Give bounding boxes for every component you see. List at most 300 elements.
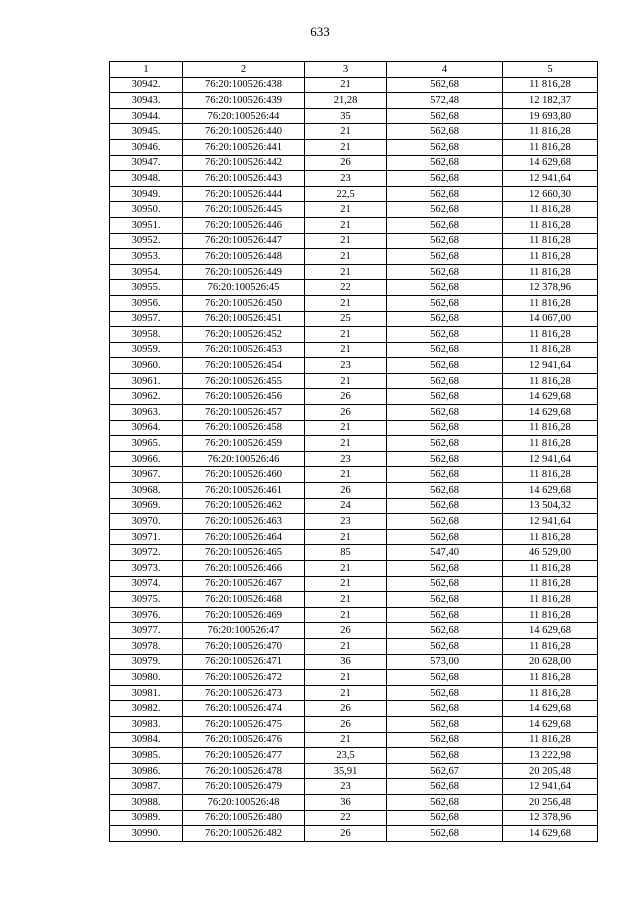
rate-cell: 562,68 [387, 373, 503, 389]
cadastral-number-cell: 76:20:100526:448 [183, 249, 305, 265]
table-row [110, 654, 598, 670]
rate-cell: 562,68 [387, 514, 503, 530]
rate-cell: 562,68 [387, 638, 503, 654]
rate-cell: 562,68 [387, 607, 503, 623]
row-number-cell: 30954. [110, 264, 183, 280]
table-row [110, 108, 598, 124]
rate-cell: 562,68 [387, 77, 503, 93]
area-cell: 21 [305, 327, 387, 343]
rate-cell: 562,68 [387, 124, 503, 140]
cadastral-number-cell: 76:20:100526:443 [183, 171, 305, 187]
row-number-cell: 30944. [110, 108, 183, 124]
table-body [110, 77, 598, 841]
area-cell: 26 [305, 155, 387, 171]
table-row [110, 670, 598, 686]
table-row [110, 545, 598, 561]
table-row [110, 576, 598, 592]
table-row [110, 638, 598, 654]
value-cell: 11 816,28 [503, 436, 598, 452]
value-cell: 12 941,64 [503, 514, 598, 530]
row-number-cell: 30967. [110, 467, 183, 483]
value-cell: 12 941,64 [503, 358, 598, 374]
table-row [110, 342, 598, 358]
row-number-cell: 30942. [110, 77, 183, 93]
table-row [110, 217, 598, 233]
value-cell: 14 629,68 [503, 405, 598, 421]
area-cell: 26 [305, 701, 387, 717]
value-cell: 11 816,28 [503, 420, 598, 436]
cadastral-number-cell: 76:20:100526:440 [183, 124, 305, 140]
row-number-cell: 30949. [110, 186, 183, 202]
value-cell: 14 629,68 [503, 826, 598, 842]
table-row [110, 295, 598, 311]
area-cell: 35,91 [305, 763, 387, 779]
cadastral-number-cell: 76:20:100526:453 [183, 342, 305, 358]
area-cell: 21 [305, 670, 387, 686]
cadastral-number-cell: 76:20:100526:449 [183, 264, 305, 280]
cadastral-number-cell: 76:20:100526:446 [183, 217, 305, 233]
row-number-cell: 30963. [110, 405, 183, 421]
table-row [110, 794, 598, 810]
table-row [110, 514, 598, 530]
value-cell: 11 816,28 [503, 77, 598, 93]
data-table [109, 61, 598, 842]
value-cell: 12 378,96 [503, 280, 598, 296]
value-cell: 11 816,28 [503, 592, 598, 608]
row-number-cell: 30989. [110, 810, 183, 826]
row-number-cell: 30966. [110, 451, 183, 467]
value-cell: 11 816,28 [503, 576, 598, 592]
header-row [110, 62, 598, 78]
cadastral-number-cell: 76:20:100526:451 [183, 311, 305, 327]
value-cell: 12 941,64 [503, 779, 598, 795]
row-number-cell: 30950. [110, 202, 183, 218]
area-cell: 21 [305, 576, 387, 592]
rate-cell: 562,68 [387, 217, 503, 233]
table-row [110, 139, 598, 155]
area-cell: 21 [305, 217, 387, 233]
value-cell: 11 816,28 [503, 373, 598, 389]
table-row [110, 607, 598, 623]
rate-cell: 562,68 [387, 529, 503, 545]
cadastral-number-cell: 76:20:100526:47 [183, 623, 305, 639]
row-number-cell: 30973. [110, 561, 183, 577]
rate-cell: 562,68 [387, 139, 503, 155]
row-number-cell: 30955. [110, 280, 183, 296]
cadastral-number-cell: 76:20:100526:444 [183, 186, 305, 202]
value-cell: 20 256,48 [503, 794, 598, 810]
area-cell: 23 [305, 451, 387, 467]
cadastral-number-cell: 76:20:100526:472 [183, 670, 305, 686]
area-cell: 23 [305, 514, 387, 530]
table-row [110, 623, 598, 639]
cadastral-number-cell: 76:20:100526:464 [183, 529, 305, 545]
area-cell: 21 [305, 264, 387, 280]
cadastral-number-cell: 76:20:100526:48 [183, 794, 305, 810]
cadastral-number-cell: 76:20:100526:469 [183, 607, 305, 623]
cadastral-number-cell: 76:20:100526:450 [183, 295, 305, 311]
row-number-cell: 30952. [110, 233, 183, 249]
value-cell: 11 816,28 [503, 233, 598, 249]
area-cell: 26 [305, 483, 387, 499]
cadastral-number-cell: 76:20:100526:44 [183, 108, 305, 124]
area-cell: 21 [305, 202, 387, 218]
value-cell: 11 816,28 [503, 327, 598, 343]
row-number-cell: 30971. [110, 529, 183, 545]
area-cell: 36 [305, 794, 387, 810]
rate-cell: 562,68 [387, 794, 503, 810]
area-cell: 21 [305, 295, 387, 311]
value-cell: 11 816,28 [503, 529, 598, 545]
cadastral-number-cell: 76:20:100526:439 [183, 93, 305, 109]
value-cell: 12 941,64 [503, 171, 598, 187]
value-cell: 11 816,28 [503, 467, 598, 483]
area-cell: 21 [305, 638, 387, 654]
rate-cell: 562,68 [387, 779, 503, 795]
cadastral-number-cell: 76:20:100526:454 [183, 358, 305, 374]
row-number-cell: 30965. [110, 436, 183, 452]
area-cell: 22 [305, 810, 387, 826]
value-cell: 20 628,00 [503, 654, 598, 670]
rate-cell: 562,68 [387, 327, 503, 343]
rate-cell: 562,68 [387, 264, 503, 280]
rate-cell: 562,67 [387, 763, 503, 779]
cadastral-number-cell: 76:20:100526:466 [183, 561, 305, 577]
rate-cell: 562,68 [387, 483, 503, 499]
row-number-cell: 30969. [110, 498, 183, 514]
area-cell: 21 [305, 592, 387, 608]
table-row [110, 171, 598, 187]
area-cell: 21 [305, 561, 387, 577]
area-cell: 21 [305, 436, 387, 452]
value-cell: 46 529,00 [503, 545, 598, 561]
value-cell: 14 067,00 [503, 311, 598, 327]
cadastral-number-cell: 76:20:100526:441 [183, 139, 305, 155]
cadastral-number-cell: 76:20:100526:459 [183, 436, 305, 452]
row-number-cell: 30975. [110, 592, 183, 608]
rate-cell: 562,68 [387, 358, 503, 374]
row-number-cell: 30972. [110, 545, 183, 561]
row-number-cell: 30988. [110, 794, 183, 810]
row-number-cell: 30960. [110, 358, 183, 374]
column-header: 5 [503, 62, 598, 78]
area-cell: 36 [305, 654, 387, 670]
rate-cell: 562,68 [387, 732, 503, 748]
row-number-cell: 30990. [110, 826, 183, 842]
value-cell: 11 816,28 [503, 685, 598, 701]
value-cell: 11 816,28 [503, 295, 598, 311]
value-cell: 11 816,28 [503, 139, 598, 155]
value-cell: 12 660,30 [503, 186, 598, 202]
row-number-cell: 30951. [110, 217, 183, 233]
value-cell: 20 205,48 [503, 763, 598, 779]
table-row [110, 779, 598, 795]
rate-cell: 562,68 [387, 592, 503, 608]
table-row [110, 716, 598, 732]
table-row [110, 467, 598, 483]
table-row [110, 561, 598, 577]
table-row [110, 483, 598, 499]
row-number-cell: 30987. [110, 779, 183, 795]
cadastral-number-cell: 76:20:100526:445 [183, 202, 305, 218]
area-cell: 25 [305, 311, 387, 327]
area-cell: 21 [305, 685, 387, 701]
table-row [110, 810, 598, 826]
rate-cell: 562,68 [387, 171, 503, 187]
area-cell: 35 [305, 108, 387, 124]
value-cell: 11 816,28 [503, 217, 598, 233]
cadastral-number-cell: 76:20:100526:474 [183, 701, 305, 717]
rate-cell: 562,68 [387, 280, 503, 296]
area-cell: 21 [305, 249, 387, 265]
area-cell: 85 [305, 545, 387, 561]
table-row [110, 155, 598, 171]
rate-cell: 562,68 [387, 826, 503, 842]
row-number-cell: 30976. [110, 607, 183, 623]
value-cell: 11 816,28 [503, 264, 598, 280]
cadastral-number-cell: 76:20:100526:447 [183, 233, 305, 249]
table-row [110, 124, 598, 140]
value-cell: 14 629,68 [503, 701, 598, 717]
value-cell: 11 816,28 [503, 607, 598, 623]
table-row [110, 420, 598, 436]
table-row [110, 280, 598, 296]
cadastral-number-cell: 76:20:100526:478 [183, 763, 305, 779]
row-number-cell: 30980. [110, 670, 183, 686]
row-number-cell: 30947. [110, 155, 183, 171]
cadastral-number-cell: 76:20:100526:468 [183, 592, 305, 608]
row-number-cell: 30961. [110, 373, 183, 389]
cadastral-number-cell: 76:20:100526:471 [183, 654, 305, 670]
row-number-cell: 30962. [110, 389, 183, 405]
table-row [110, 202, 598, 218]
table-row [110, 233, 598, 249]
table-row [110, 373, 598, 389]
cadastral-number-cell: 76:20:100526:476 [183, 732, 305, 748]
row-number-cell: 30956. [110, 295, 183, 311]
value-cell: 12 182,37 [503, 93, 598, 109]
cadastral-number-cell: 76:20:100526:45 [183, 280, 305, 296]
table-row [110, 529, 598, 545]
row-number-cell: 30958. [110, 327, 183, 343]
value-cell: 13 504,32 [503, 498, 598, 514]
value-cell: 14 629,68 [503, 623, 598, 639]
area-cell: 23 [305, 171, 387, 187]
cadastral-number-cell: 76:20:100526:455 [183, 373, 305, 389]
rate-cell: 562,68 [387, 623, 503, 639]
table-row [110, 763, 598, 779]
rate-cell: 562,68 [387, 685, 503, 701]
area-cell: 21 [305, 732, 387, 748]
rate-cell: 562,68 [387, 295, 503, 311]
table-row [110, 77, 598, 93]
value-cell: 14 629,68 [503, 716, 598, 732]
table-row [110, 451, 598, 467]
rate-cell: 562,68 [387, 186, 503, 202]
value-cell: 11 816,28 [503, 732, 598, 748]
table-row [110, 249, 598, 265]
rate-cell: 562,68 [387, 561, 503, 577]
area-cell: 26 [305, 826, 387, 842]
cadastral-number-cell: 76:20:100526:480 [183, 810, 305, 826]
area-cell: 26 [305, 405, 387, 421]
rate-cell: 562,68 [387, 311, 503, 327]
table-row [110, 592, 598, 608]
row-number-cell: 30981. [110, 685, 183, 701]
table-row [110, 748, 598, 764]
area-cell: 26 [305, 389, 387, 405]
rate-cell: 562,68 [387, 716, 503, 732]
area-cell: 23 [305, 358, 387, 374]
rate-cell: 562,68 [387, 202, 503, 218]
value-cell: 11 816,28 [503, 342, 598, 358]
area-cell: 21,28 [305, 93, 387, 109]
cadastral-number-cell: 76:20:100526:461 [183, 483, 305, 499]
rate-cell: 562,68 [387, 155, 503, 171]
area-cell: 21 [305, 373, 387, 389]
cadastral-number-cell: 76:20:100526:442 [183, 155, 305, 171]
rate-cell: 562,68 [387, 810, 503, 826]
area-cell: 21 [305, 77, 387, 93]
value-cell: 12 941,64 [503, 451, 598, 467]
area-cell: 21 [305, 529, 387, 545]
table-row [110, 327, 598, 343]
rate-cell: 562,68 [387, 405, 503, 421]
value-cell: 11 816,28 [503, 638, 598, 654]
rate-cell: 562,68 [387, 342, 503, 358]
cadastral-number-cell: 76:20:100526:479 [183, 779, 305, 795]
rate-cell: 562,68 [387, 451, 503, 467]
rate-cell: 562,68 [387, 389, 503, 405]
cadastral-number-cell: 76:20:100526:458 [183, 420, 305, 436]
area-cell: 26 [305, 716, 387, 732]
table-row [110, 358, 598, 374]
cadastral-number-cell: 76:20:100526:477 [183, 748, 305, 764]
cadastral-number-cell: 76:20:100526:456 [183, 389, 305, 405]
value-cell: 14 629,68 [503, 155, 598, 171]
area-cell: 23,5 [305, 748, 387, 764]
table-row [110, 264, 598, 280]
value-cell: 13 222,98 [503, 748, 598, 764]
cadastral-number-cell: 76:20:100526:457 [183, 405, 305, 421]
row-number-cell: 30978. [110, 638, 183, 654]
rate-cell: 562,68 [387, 498, 503, 514]
row-number-cell: 30974. [110, 576, 183, 592]
row-number-cell: 30983. [110, 716, 183, 732]
cadastral-number-cell: 76:20:100526:470 [183, 638, 305, 654]
area-cell: 21 [305, 467, 387, 483]
value-cell: 14 629,68 [503, 389, 598, 405]
area-cell: 22 [305, 280, 387, 296]
rate-cell: 573,00 [387, 654, 503, 670]
cadastral-number-cell: 76:20:100526:473 [183, 685, 305, 701]
value-cell: 11 816,28 [503, 670, 598, 686]
table-row [110, 389, 598, 405]
table-row [110, 405, 598, 421]
cadastral-number-cell: 76:20:100526:438 [183, 77, 305, 93]
value-cell: 11 816,28 [503, 124, 598, 140]
table-row [110, 311, 598, 327]
area-cell: 21 [305, 233, 387, 249]
column-header: 2 [183, 62, 305, 78]
rate-cell: 572,48 [387, 93, 503, 109]
area-cell: 24 [305, 498, 387, 514]
area-cell: 21 [305, 139, 387, 155]
table-row [110, 701, 598, 717]
value-cell: 12 378,96 [503, 810, 598, 826]
cadastral-number-cell: 76:20:100526:46 [183, 451, 305, 467]
table-row [110, 186, 598, 202]
table-row [110, 826, 598, 842]
table-header [110, 62, 598, 78]
rate-cell: 562,68 [387, 467, 503, 483]
area-cell: 21 [305, 607, 387, 623]
area-cell: 21 [305, 420, 387, 436]
row-number-cell: 30979. [110, 654, 183, 670]
cadastral-number-cell: 76:20:100526:482 [183, 826, 305, 842]
row-number-cell: 30959. [110, 342, 183, 358]
rate-cell: 562,68 [387, 748, 503, 764]
rate-cell: 562,68 [387, 576, 503, 592]
table-row [110, 436, 598, 452]
row-number-cell: 30946. [110, 139, 183, 155]
value-cell: 11 816,28 [503, 561, 598, 577]
rate-cell: 562,68 [387, 670, 503, 686]
rate-cell: 547,40 [387, 545, 503, 561]
row-number-cell: 30948. [110, 171, 183, 187]
table-row [110, 93, 598, 109]
rate-cell: 562,68 [387, 701, 503, 717]
row-number-cell: 30970. [110, 514, 183, 530]
value-cell: 11 816,28 [503, 202, 598, 218]
column-header: 1 [110, 62, 183, 78]
row-number-cell: 30943. [110, 93, 183, 109]
rate-cell: 562,68 [387, 108, 503, 124]
rate-cell: 562,68 [387, 436, 503, 452]
row-number-cell: 30977. [110, 623, 183, 639]
column-header: 4 [387, 62, 503, 78]
rate-cell: 562,68 [387, 233, 503, 249]
value-cell: 14 629,68 [503, 483, 598, 499]
table-row [110, 685, 598, 701]
row-number-cell: 30986. [110, 763, 183, 779]
row-number-cell: 30945. [110, 124, 183, 140]
row-number-cell: 30968. [110, 483, 183, 499]
cadastral-number-cell: 76:20:100526:460 [183, 467, 305, 483]
cadastral-number-cell: 76:20:100526:463 [183, 514, 305, 530]
area-cell: 21 [305, 124, 387, 140]
area-cell: 22,5 [305, 186, 387, 202]
rate-cell: 562,68 [387, 420, 503, 436]
cadastral-number-cell: 76:20:100526:452 [183, 327, 305, 343]
page-number: 633 [310, 24, 330, 39]
value-cell: 19 693,80 [503, 108, 598, 124]
area-cell: 26 [305, 623, 387, 639]
row-number-cell: 30985. [110, 748, 183, 764]
value-cell: 11 816,28 [503, 249, 598, 265]
row-number-cell: 30984. [110, 732, 183, 748]
row-number-cell: 30982. [110, 701, 183, 717]
cadastral-number-cell: 76:20:100526:465 [183, 545, 305, 561]
table-row [110, 732, 598, 748]
area-cell: 23 [305, 779, 387, 795]
row-number-cell: 30953. [110, 249, 183, 265]
area-cell: 21 [305, 342, 387, 358]
table-row [110, 498, 598, 514]
cadastral-number-cell: 76:20:100526:467 [183, 576, 305, 592]
cadastral-number-cell: 76:20:100526:462 [183, 498, 305, 514]
cadastral-number-cell: 76:20:100526:475 [183, 716, 305, 732]
